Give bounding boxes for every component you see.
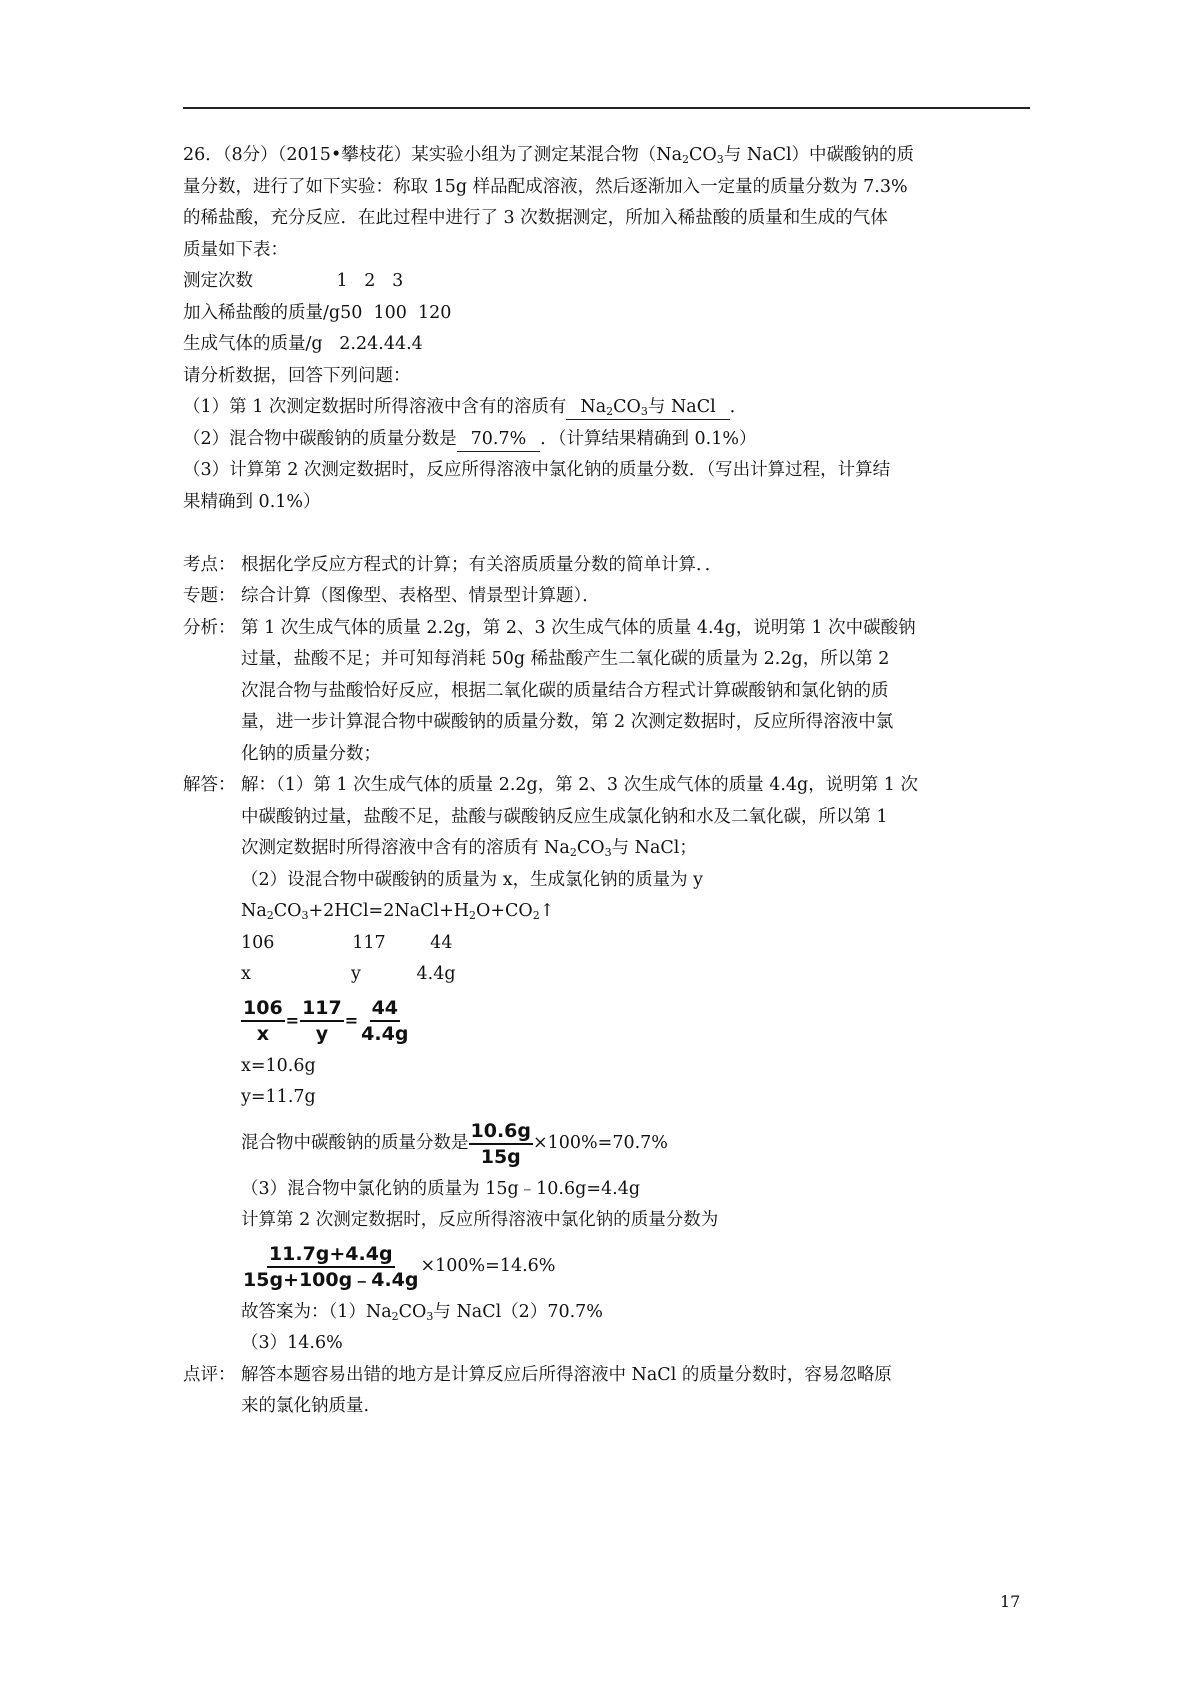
final-answer-3: （3）14.6% xyxy=(241,1333,343,1353)
fenxi-section xyxy=(183,613,1030,771)
fenxi-line: 过量，盐酸不足；并可知每消耗 50g 稀盐酸产生二氧化碳的质量为 2.2g，所以第 2 xyxy=(241,649,890,669)
fraction-nacl: $\frac{11.7g+4.4g}{15g+100g﹣4.4g}$ xyxy=(243,1242,419,1291)
jieda-label: 解答： xyxy=(183,775,236,795)
dianping-section xyxy=(183,1360,1030,1423)
fenxi-line: 化钠的质量分数； xyxy=(241,743,381,764)
zhuanti-label: 专题： xyxy=(183,586,236,606)
fenxi-line: 次混合物与盐酸恰好反应，根据二氧化碳的质量结合方程式计算碳酸钠和氯化钠的质 xyxy=(241,680,889,701)
sodium-chloride-fraction: $\frac{11.7g+4.4g}{15g+100g﹣4.4g}$ ×100%=14.6% xyxy=(243,1242,556,1291)
fraction-117-y: $\frac{117}{y}$ xyxy=(302,996,342,1045)
question-line-2: 量分数，进行了如下实验：称取 15g 样品配成溶液，然后逐渐加入一定量的质量分数为 7.3% xyxy=(183,176,908,197)
dianping-label: 点评： xyxy=(183,1364,236,1385)
y-result: y=11.7g xyxy=(241,1087,316,1107)
final-answer: 故答案为：$(1)Na_2CO_3$与 NaCl（2）70.7% xyxy=(241,1301,603,1323)
fraction-44-4.4g: $\frac{44}{4.4g}$ xyxy=(361,996,409,1045)
table-row-3: 生成气体的质量/g 2.24.44.4 xyxy=(183,334,423,354)
x-result: x=10.6g xyxy=(241,1055,316,1076)
question-3-line-1: （3）计算第 2 次测定数据时，反应所得溶液中氯化钠的质量分数．（写出计算过程，计算结 xyxy=(183,460,891,480)
variable-row: x y 4.4g xyxy=(241,964,456,984)
jieda-line: 解：（1）第 1 次生成气体的质量 2.2g，第 2、3 次生成气体的质量 4.4g，说明第 1 次 xyxy=(241,775,918,795)
zhuanti-section xyxy=(183,581,1030,613)
fraction-106-x: $\frac{106}{x}$ xyxy=(243,996,283,1045)
zhuanti-text: 综合计算（图像型、表格型、情景型计算题）． xyxy=(241,586,600,606)
fraction-10.6g-15g: $\frac{10.6g}{15g}$ xyxy=(470,1119,531,1168)
molar-mass-row: 106 117 44 xyxy=(241,932,453,953)
jieda-line: 中碳酸钠过量，盐酸不足，盐酸与碳酸钠反应生成氯化钠和水及二氧化碳，所以第 1 xyxy=(241,806,888,827)
question-3-line-2: 果精确到 0.1%） xyxy=(183,491,321,512)
content xyxy=(183,140,1030,1423)
jieda-section xyxy=(183,770,1030,1360)
question-line-3: 的稀盐酸，充分反应．在此过程中进行了 3 次数据测定，所加入稀盐酸的质量和生成的气体 xyxy=(183,208,888,228)
question-line-4: 质量如下表： xyxy=(183,239,288,260)
kaodian-text: 根据化学反应方程式的计算；有关溶质质量分数的简单计算．． xyxy=(241,554,723,575)
table-row-1: 测定次数 1 2 3 xyxy=(183,271,404,291)
kaodian-section xyxy=(183,550,1030,582)
question-1: （1）第 1 次测定数据时所得溶液中含有的溶质有 $Na_2CO_3$与 NaCl ． xyxy=(183,397,748,418)
table-row-2: 加入稀盐酸的质量/g50 100 120 xyxy=(183,302,452,323)
fenxi-label: 分析： xyxy=(183,617,236,638)
kaodian-label: 考点： xyxy=(183,554,236,575)
dianping-line: 来的氯化钠质量. xyxy=(241,1396,370,1416)
chemical-equation: $Na_2CO_3+2HCl=2NaCl+H_2O+CO_2↑$ xyxy=(241,901,555,922)
part-3-calc: 计算第 2 次测定数据时，反应所得溶液中氯化钠的质量分数为 xyxy=(241,1210,719,1230)
fenxi-line: 第 1 次生成气体的质量 2.2g，第 2、3 次生成气体的质量 4.4g，说明第 1 次中碳酸钠 xyxy=(241,617,916,638)
question-2: （2）混合物中碳酸钠的质量分数是 70.7% ．（计算结果精确到 0.1%） xyxy=(183,424,1030,456)
answer-blank-1: $Na_2CO_3$与 NaCl xyxy=(566,395,729,420)
part-2-intro: （2）设混合物中碳酸钠的质量为 x，生成氯化钠的质量为 y xyxy=(241,869,704,890)
answer-blank-2: 70.7% xyxy=(457,427,541,452)
page-number: 17 xyxy=(1000,1592,1021,1611)
dianping-line: 解答本题容易出错的地方是计算反应后所得溶液中 NaCl 的质量分数时，容易忽略原 xyxy=(241,1364,892,1385)
proportion-equation: $\frac{106}{x}$ = $\frac{117}{y}$ = $\frac{44}{4.4g}$ xyxy=(243,996,409,1045)
part-3-line: （3）混合物中氯化钠的质量为 15g﹣10.6g=4.4g xyxy=(241,1178,641,1199)
sodium-carbonate-fraction: 混合物中碳酸钠的质量分数是 $\frac{10.6g}{15g}$ ×100%=70.7% xyxy=(241,1119,668,1168)
question-prompt: 请分析数据，回答下列问题： xyxy=(183,365,411,386)
fenxi-line: 量，进一步计算混合物中碳酸钠的质量分数，第 2 次测定数据时，反应所得溶液中氯 xyxy=(241,712,894,732)
question-line-1: 26．（8分）（2015•攀枝花）某实验小组为了测定某混合物（$Na_2CO_3$与 NaCl）中碳酸钠的质 xyxy=(183,145,915,166)
header-rule xyxy=(183,107,1030,109)
jieda-line: 次测定数据时所得溶液中含有的溶质有 $Na_2CO_3$与 NaCl； xyxy=(241,838,697,859)
